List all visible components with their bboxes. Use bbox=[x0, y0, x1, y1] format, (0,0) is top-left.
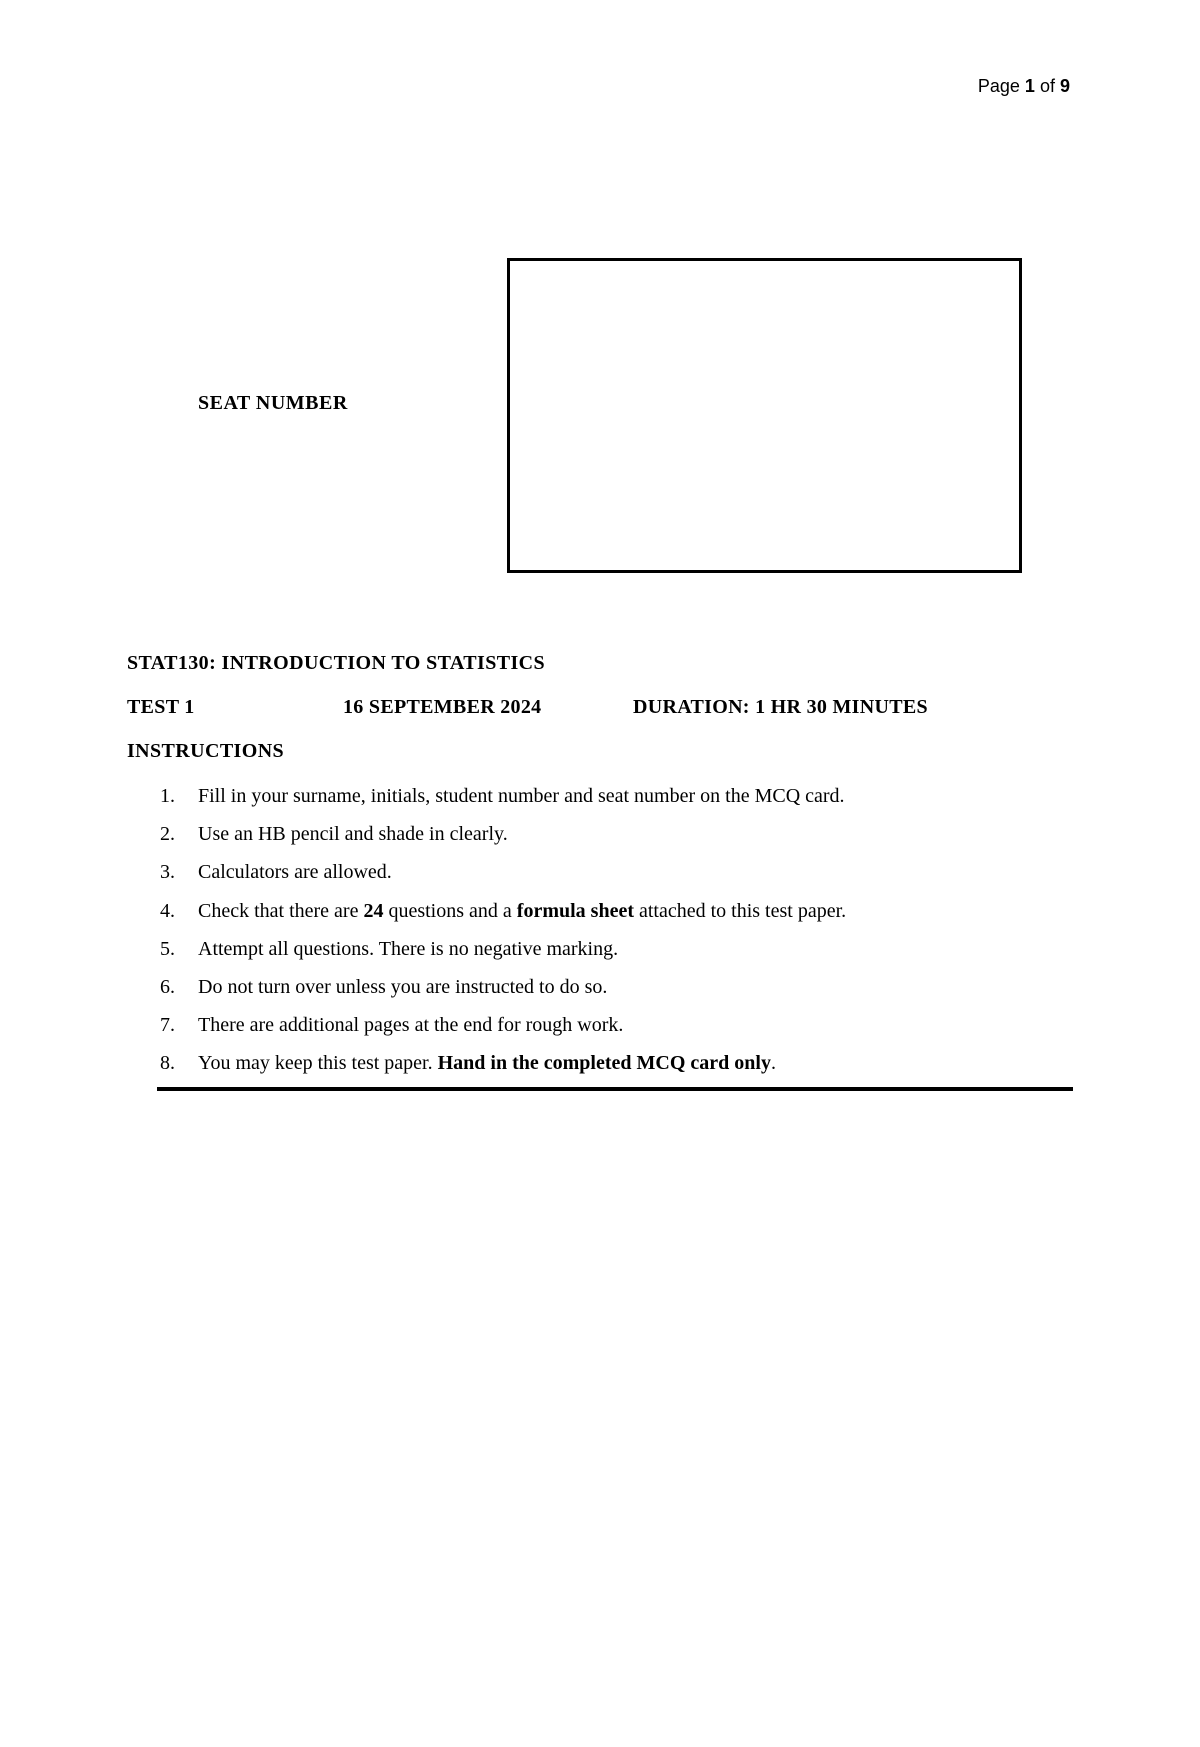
instruction-number: 2. bbox=[160, 823, 175, 846]
instruction-item bbox=[127, 974, 1027, 1012]
instruction-text bbox=[198, 898, 846, 924]
instruction-item bbox=[127, 1012, 1027, 1050]
instruction-item bbox=[127, 821, 1027, 859]
instruction-number: 8. bbox=[160, 1052, 175, 1075]
page-label: Page bbox=[977, 76, 1020, 96]
formula-sheet-emphasis: formula sheet bbox=[516, 899, 634, 922]
instructions-list bbox=[127, 783, 1027, 1089]
instruction-text: Do not turn over unless you are instructed to do so. bbox=[198, 975, 608, 998]
test-duration: DURATION: 1 HR 30 MINUTES bbox=[633, 696, 928, 718]
instruction-text-part: . bbox=[770, 1052, 776, 1075]
instruction-text-part: You may keep this test paper. bbox=[198, 1052, 438, 1075]
question-count: 24 bbox=[363, 899, 384, 922]
hand-in-emphasis: Hand in the completed MCQ card only bbox=[437, 1052, 771, 1075]
seat-number-label: SEAT NUMBER bbox=[198, 392, 348, 414]
instruction-item bbox=[127, 898, 1027, 936]
instruction-number: 3. bbox=[160, 861, 175, 884]
instruction-item bbox=[127, 936, 1027, 974]
instruction-number: 1. bbox=[160, 785, 175, 807]
page-current: 1 bbox=[1024, 76, 1035, 96]
instruction-number: 5. bbox=[160, 937, 175, 960]
test-info-row bbox=[127, 696, 1027, 722]
test-name: TEST 1 bbox=[127, 696, 195, 718]
instruction-text-part: attached to this test paper. bbox=[633, 899, 847, 922]
instruction-text: Attempt all questions. There is no negative marking. bbox=[198, 937, 619, 960]
instruction-number: 7. bbox=[160, 1014, 175, 1037]
instruction-text: Fill in your surname, initials, student number and seat number on the MCQ card. bbox=[198, 785, 845, 807]
seat-number-box bbox=[507, 258, 1022, 573]
instruction-number: 4. bbox=[160, 899, 175, 922]
instruction-number: 6. bbox=[160, 975, 175, 998]
instruction-item bbox=[127, 783, 1027, 821]
instructions-heading: INSTRUCTIONS bbox=[127, 740, 285, 762]
page-number bbox=[978, 76, 1070, 97]
instruction-text: There are additional pages at the end for rough work. bbox=[198, 1014, 624, 1037]
instruction-text bbox=[198, 1050, 776, 1076]
course-title: STAT130: INTRODUCTION TO STATISTICS bbox=[127, 652, 546, 674]
instruction-item bbox=[127, 1050, 1027, 1088]
instruction-text-part: Check that there are bbox=[198, 899, 364, 922]
section-divider bbox=[157, 1087, 1073, 1091]
page-total: 9 bbox=[1059, 76, 1070, 96]
instruction-text: Use an HB pencil and shade in clearly. bbox=[198, 823, 508, 846]
instruction-item bbox=[127, 859, 1027, 897]
instruction-text-part: questions and a bbox=[383, 899, 517, 922]
instruction-text: Calculators are allowed. bbox=[198, 861, 392, 884]
page-of-label: of bbox=[1039, 76, 1055, 96]
test-date: 16 SEPTEMBER 2024 bbox=[343, 696, 542, 718]
